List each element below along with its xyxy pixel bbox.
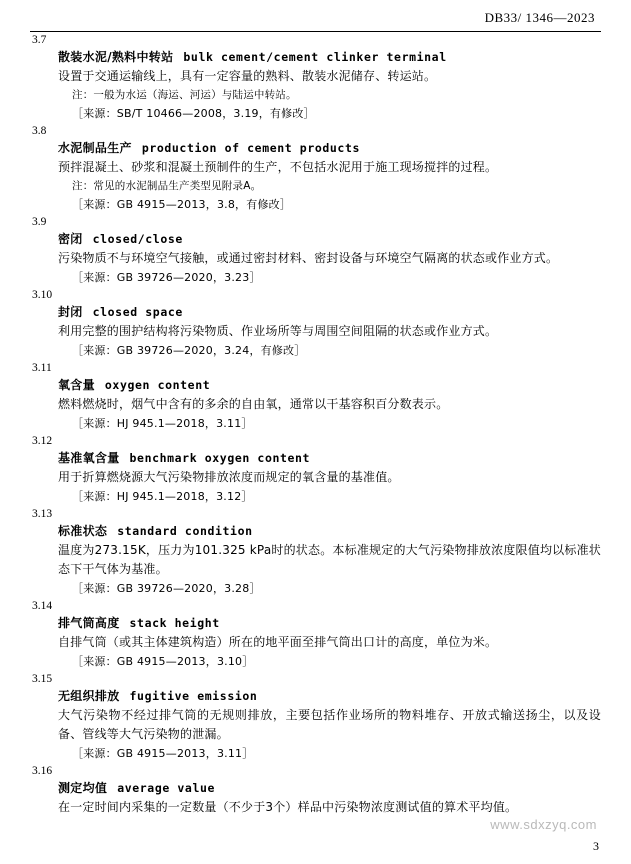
entry-source: ［来源：HJ 945.1—2018，3.11］ (72, 417, 253, 430)
term-entry (30, 433, 601, 506)
entry-term (58, 449, 601, 468)
term-entry (30, 214, 601, 287)
term-entry (30, 123, 601, 214)
entry-term (58, 614, 601, 633)
entry-term-cn: 散装水泥/熟料中转站 (58, 50, 174, 64)
entry-term-en: average value (117, 781, 216, 795)
term-entry (30, 763, 601, 817)
entry-definition: 温度为273.15K，压力为101.325 kPa时的状态。本标准规定的大气污染物排放浓度限值均以标准状态下干气体为基准。 (58, 543, 601, 576)
entry-term-cn: 测定均值 (58, 781, 108, 795)
entry-source: ［来源：GB 4915—2013，3.10］ (72, 655, 254, 668)
entry-term-cn: 封闭 (58, 305, 83, 319)
entry-source: ［来源：GB 4915—2013，3.11］ (72, 747, 254, 760)
entry-number: 3.10 (32, 289, 53, 301)
term-entry (30, 671, 601, 763)
term-entry (30, 287, 601, 360)
entry-source: ［来源：SB/T 10466—2008，3.19，有修改］ (72, 107, 315, 120)
entry-term (58, 230, 601, 249)
entry-term (58, 303, 601, 322)
entry-definition: 用于折算燃烧源大气污染物排放浓度而规定的氧含量的基准值。 (58, 470, 400, 484)
entry-term-cn: 水泥制品生产 (58, 141, 132, 155)
entry-definition: 污染物质不与环境空气接触，或通过密封材料、密封设备与环境空气隔离的状态或作业方式。 (58, 251, 559, 265)
entry-number: 3.7 (32, 34, 47, 46)
entry-note: 注：常见的水泥制品生产类型见附录A。 (72, 180, 262, 192)
watermark-text: www.sdxzyq.com (490, 817, 597, 832)
entry-term-cn: 密闭 (58, 232, 83, 246)
entry-source: ［来源：GB 39726—2020，3.28］ (72, 582, 261, 595)
entry-term-en: bulk cement/cement clinker terminal (183, 50, 447, 64)
entry-number: 3.16 (32, 765, 53, 777)
entry-term (58, 779, 601, 798)
entry-number: 3.12 (32, 435, 53, 447)
entry-number: 3.15 (32, 673, 53, 685)
entry-term-en: standard condition (117, 524, 253, 538)
page-header (0, 10, 631, 32)
entry-number: 3.9 (32, 216, 47, 228)
term-entry (30, 360, 601, 433)
entry-term-en: oxygen content (104, 378, 211, 392)
entry-term-cn: 标准状态 (58, 524, 108, 538)
entry-number: 3.14 (32, 600, 53, 612)
entry-definition: 燃料燃烧时，烟气中含有的多余的自由氧，通常以干基容积百分数表示。 (58, 397, 449, 411)
entry-definition: 利用完整的围护结构将污染物质、作业场所等与周围空间阻隔的状态或作业方式。 (58, 324, 498, 338)
document-body (30, 32, 601, 817)
entry-note: 注：一般为水运（海运、河运）与陆运中转站。 (72, 89, 297, 101)
entry-term (58, 687, 601, 706)
entry-number: 3.13 (32, 508, 53, 520)
entry-term-cn: 无组织排放 (58, 689, 120, 703)
entry-number: 3.8 (32, 125, 47, 137)
entry-term (58, 522, 601, 541)
entry-term-en: closed space (92, 305, 183, 319)
entry-definition: 在一定时间内采集的一定数量（不少于3个）样品中污染物浓度测试值的算术平均值。 (58, 800, 518, 814)
entry-term-en: stack height (129, 616, 220, 630)
entry-definition: 预拌混凝土、砂浆和混凝土预制件的生产，不包括水泥用于施工现场搅拌的过程。 (58, 160, 498, 174)
term-entry (30, 32, 601, 123)
standard-code: DB33/ 1346—2023 (484, 10, 595, 25)
entry-term-cn: 排气筒高度 (58, 616, 120, 630)
entry-term-en: benchmark oxygen content (129, 451, 311, 465)
entry-definition: 大气污染物不经过排气筒的无规则排放，主要包括作业场所的物料堆存、开放式输送扬尘，以及设备、管线等大气污染物的泄漏。 (58, 708, 601, 741)
entry-term-cn: 基准氧含量 (58, 451, 120, 465)
entry-definition: 自排气筒（或其主体建筑构造）所在的地平面至排气筒出口计的高度，单位为米。 (58, 635, 498, 649)
entry-number: 3.11 (32, 362, 52, 374)
entry-term-en: fugitive emission (129, 689, 258, 703)
entry-source: ［来源：GB 39726—2020，3.24，有修改］ (72, 344, 306, 357)
term-entry (30, 598, 601, 671)
entry-term-en: closed/close (92, 232, 183, 246)
entry-term (58, 376, 601, 395)
entry-source: ［来源：GB 39726—2020，3.23］ (72, 271, 261, 284)
entry-term (58, 48, 601, 67)
term-entry (30, 506, 601, 598)
entry-term-cn: 氧含量 (58, 378, 95, 392)
page-number: 3 (593, 839, 599, 853)
entry-source: ［来源：HJ 945.1—2018，3.12］ (72, 490, 253, 503)
entry-term (58, 139, 601, 158)
entry-source: ［来源：GB 4915—2013，3.8，有修改］ (72, 198, 292, 211)
entry-definition: 设置于交通运输线上，具有一定容量的熟料、散装水泥储存、转运站。 (58, 69, 437, 83)
entry-term-en: production of cement products (141, 141, 360, 155)
